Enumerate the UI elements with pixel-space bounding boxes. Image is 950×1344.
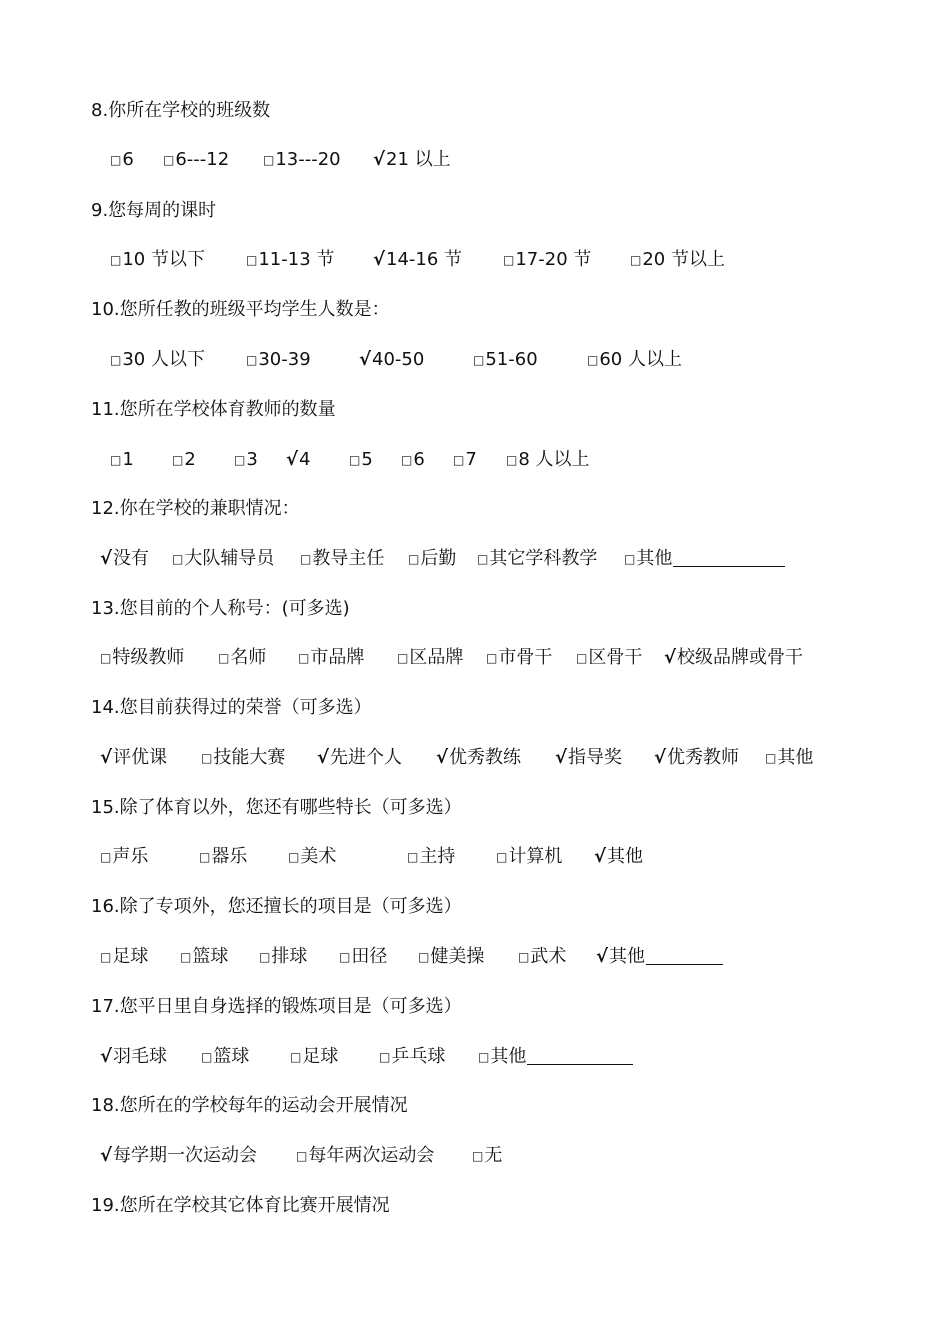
option-unchecked[interactable] <box>172 547 274 571</box>
option-label: 21 以上 <box>386 149 451 170</box>
option-label: 4 <box>299 449 311 470</box>
option-unchecked[interactable] <box>246 248 334 272</box>
check-mark-icon: √ <box>664 647 677 668</box>
option-unchecked[interactable] <box>496 845 562 869</box>
question-13: 13.您目前的个人称号：(可多选) <box>91 598 350 619</box>
option-label: 足球 <box>302 1046 339 1067</box>
fill-in-blank[interactable] <box>646 946 723 965</box>
option-label: 14-16 节 <box>386 249 463 270</box>
option-checked[interactable] <box>100 1045 167 1069</box>
checkbox-icon: □ <box>296 1149 308 1163</box>
option-unchecked[interactable] <box>296 1144 434 1168</box>
option-unchecked[interactable] <box>477 547 597 571</box>
option-unchecked[interactable] <box>624 547 785 571</box>
checkbox-icon: □ <box>576 651 588 665</box>
checkbox-icon: □ <box>624 552 636 566</box>
option-label: 10 节以下 <box>122 249 205 270</box>
option-label: 每年两次运动会 <box>308 1145 435 1166</box>
option-unchecked[interactable] <box>172 448 196 472</box>
option-unchecked[interactable] <box>100 845 148 869</box>
option-label: 声乐 <box>112 846 149 867</box>
option-checked[interactable] <box>373 148 451 172</box>
option-unchecked[interactable] <box>401 448 425 472</box>
checkbox-icon: □ <box>518 950 530 964</box>
option-checked[interactable] <box>286 448 310 472</box>
option-label: 足球 <box>112 946 149 967</box>
option-checked[interactable] <box>594 845 643 869</box>
option-unchecked[interactable] <box>478 1045 633 1069</box>
option-unchecked[interactable] <box>408 547 456 571</box>
check-mark-icon: √ <box>555 747 568 768</box>
checkbox-icon: □ <box>477 552 489 566</box>
checkbox-icon: □ <box>298 651 310 665</box>
check-mark-icon: √ <box>596 946 609 967</box>
option-unchecked[interactable] <box>300 547 384 571</box>
question-18: 18.您所在的学校每年的运动会开展情况 <box>91 1095 408 1116</box>
option-label: 评优课 <box>113 747 168 768</box>
option-label: 计算机 <box>508 846 563 867</box>
option-label: 60 人以上 <box>599 349 682 370</box>
checkbox-icon: □ <box>110 353 122 367</box>
option-label: 11-13 节 <box>258 249 335 270</box>
checkbox-icon: □ <box>765 751 777 765</box>
option-unchecked[interactable] <box>259 945 307 969</box>
question-10: 10.您所任教的班级平均学生人数是： <box>91 299 390 320</box>
option-unchecked[interactable] <box>473 348 538 372</box>
option-unchecked[interactable] <box>201 746 285 770</box>
checkbox-icon: □ <box>218 651 230 665</box>
option-label: 1 <box>122 449 134 470</box>
question-16: 16.除了专项外，您还擅长的项目是（可多选） <box>91 896 462 917</box>
check-mark-icon: √ <box>100 747 113 768</box>
option-unchecked[interactable] <box>407 845 455 869</box>
checkbox-icon: □ <box>172 453 184 467</box>
option-label: 5 <box>361 449 373 470</box>
option-label: 优秀教练 <box>449 747 522 768</box>
option-label: 羽毛球 <box>113 1046 168 1067</box>
check-mark-icon: √ <box>100 1145 113 1166</box>
checkbox-icon: □ <box>418 950 430 964</box>
option-checked[interactable] <box>654 746 739 770</box>
option-checked[interactable] <box>436 746 521 770</box>
check-mark-icon: √ <box>594 846 607 867</box>
option-label: 6 <box>413 449 425 470</box>
option-unchecked[interactable] <box>290 1045 338 1069</box>
option-label: 大队辅导员 <box>184 548 275 569</box>
option-unchecked[interactable] <box>263 148 341 172</box>
checkbox-icon: □ <box>259 950 271 964</box>
checkbox-icon: □ <box>401 453 413 467</box>
option-label: 30-39 <box>258 349 311 370</box>
check-mark-icon: √ <box>373 249 386 270</box>
check-mark-icon: √ <box>100 548 113 569</box>
option-unchecked[interactable] <box>339 945 387 969</box>
option-label: 优秀教师 <box>667 747 740 768</box>
option-label: 篮球 <box>192 946 229 967</box>
option-label: 其他 <box>777 747 814 768</box>
option-label: 7 <box>465 449 477 470</box>
option-unchecked[interactable] <box>100 646 184 670</box>
option-label: 教导主任 <box>312 548 385 569</box>
option-label: 指导奖 <box>568 747 623 768</box>
question-19: 19.您所在学校其它体育比赛开展情况 <box>91 1195 390 1216</box>
question-8: 8.你所在学校的班级数 <box>91 100 271 121</box>
option-label: 先进个人 <box>330 747 403 768</box>
option-checked[interactable] <box>359 348 424 372</box>
option-unchecked[interactable] <box>576 646 642 670</box>
checkbox-icon: □ <box>263 153 275 167</box>
option-label: 区骨干 <box>588 647 643 668</box>
checkbox-icon: □ <box>180 950 192 964</box>
option-unchecked[interactable] <box>765 746 813 770</box>
option-checked[interactable] <box>664 646 803 670</box>
option-label: 8 人以上 <box>518 449 590 470</box>
option-label: 田径 <box>351 946 388 967</box>
option-label: 乒乓球 <box>391 1046 446 1067</box>
fill-in-blank[interactable] <box>673 548 785 567</box>
checkbox-icon: □ <box>486 651 498 665</box>
option-label: 无 <box>484 1145 503 1166</box>
checkbox-icon: □ <box>379 1050 391 1064</box>
option-label: 器乐 <box>211 846 248 867</box>
check-mark-icon: √ <box>373 149 386 170</box>
option-label: 30 人以下 <box>122 349 205 370</box>
option-unchecked[interactable] <box>472 1144 502 1168</box>
option-label: 6 <box>122 149 134 170</box>
checkbox-icon: □ <box>172 552 184 566</box>
option-unchecked[interactable] <box>110 348 205 372</box>
option-label: 其他 <box>490 1046 527 1067</box>
option-label: 40-50 <box>372 349 425 370</box>
option-label: 2 <box>184 449 196 470</box>
question-14: 14.您目前获得过的荣誉（可多选） <box>91 697 372 718</box>
question-17: 17.您平日里自身选择的锻炼项目是（可多选） <box>91 996 462 1017</box>
option-label: 其它学科教学 <box>489 548 598 569</box>
option-label: 3 <box>246 449 258 470</box>
option-label: 没有 <box>113 548 150 569</box>
option-label: 市骨干 <box>498 647 553 668</box>
option-label: 校级品牌或骨干 <box>677 647 804 668</box>
question-11: 11.您所在学校体育教师的数量 <box>91 399 336 420</box>
checkbox-icon: □ <box>100 850 112 864</box>
option-label: 技能大赛 <box>213 747 286 768</box>
checkbox-icon: □ <box>473 353 485 367</box>
option-checked[interactable] <box>596 945 723 969</box>
checkbox-icon: □ <box>110 153 122 167</box>
checkbox-icon: □ <box>110 453 122 467</box>
option-unchecked[interactable] <box>246 348 311 372</box>
checkbox-icon: □ <box>349 453 361 467</box>
checkbox-icon: □ <box>339 950 351 964</box>
option-checked[interactable] <box>373 248 462 272</box>
option-unchecked[interactable] <box>397 646 463 670</box>
option-unchecked[interactable] <box>486 646 552 670</box>
option-label: 其他 <box>609 946 646 967</box>
checkbox-icon: □ <box>163 153 175 167</box>
option-unchecked[interactable] <box>218 646 266 670</box>
checkbox-icon: □ <box>630 253 642 267</box>
option-label: 其他 <box>607 846 644 867</box>
question-9: 9.您每周的课时 <box>91 200 217 221</box>
option-unchecked[interactable] <box>503 248 591 272</box>
option-unchecked[interactable] <box>110 448 134 472</box>
option-unchecked[interactable] <box>199 845 247 869</box>
fill-in-blank[interactable] <box>527 1046 633 1065</box>
check-mark-icon: √ <box>286 449 299 470</box>
checkbox-icon: □ <box>234 453 246 467</box>
option-label: 健美操 <box>430 946 485 967</box>
question-15: 15.除了体育以外，您还有哪些特长（可多选） <box>91 797 462 818</box>
checkbox-icon: □ <box>300 552 312 566</box>
option-label: 13---20 <box>275 149 341 170</box>
checkbox-icon: □ <box>100 651 112 665</box>
option-unchecked[interactable] <box>100 945 148 969</box>
checkbox-icon: □ <box>100 950 112 964</box>
option-checked[interactable] <box>317 746 402 770</box>
option-unchecked[interactable] <box>587 348 682 372</box>
option-label: 6---12 <box>175 149 230 170</box>
option-unchecked[interactable] <box>201 1045 249 1069</box>
option-label: 排球 <box>271 946 308 967</box>
option-unchecked[interactable] <box>234 448 258 472</box>
option-checked[interactable] <box>100 547 149 571</box>
question-12: 12.你在学校的兼职情况： <box>91 498 300 519</box>
checkbox-icon: □ <box>290 1050 302 1064</box>
checkbox-icon: □ <box>246 253 258 267</box>
checkbox-icon: □ <box>496 850 508 864</box>
option-label: 名师 <box>230 647 267 668</box>
option-unchecked[interactable] <box>110 248 205 272</box>
option-unchecked[interactable] <box>288 845 336 869</box>
option-label: 篮球 <box>213 1046 250 1067</box>
checkbox-icon: □ <box>472 1149 484 1163</box>
checkbox-icon: □ <box>587 353 599 367</box>
checkbox-icon: □ <box>407 850 419 864</box>
checkbox-icon: □ <box>478 1050 490 1064</box>
option-unchecked[interactable] <box>453 448 477 472</box>
checkbox-icon: □ <box>246 353 258 367</box>
option-checked[interactable] <box>100 1144 257 1168</box>
checkbox-icon: □ <box>408 552 420 566</box>
check-mark-icon: √ <box>100 1046 113 1067</box>
checkbox-icon: □ <box>201 751 213 765</box>
checkbox-icon: □ <box>110 253 122 267</box>
check-mark-icon: √ <box>359 349 372 370</box>
option-unchecked[interactable] <box>180 945 228 969</box>
option-unchecked[interactable] <box>110 148 134 172</box>
checkbox-icon: □ <box>506 453 518 467</box>
option-label: 特级教师 <box>112 647 185 668</box>
option-unchecked[interactable] <box>163 148 229 172</box>
checkbox-icon: □ <box>199 850 211 864</box>
option-label: 主持 <box>419 846 456 867</box>
checkbox-icon: □ <box>453 453 465 467</box>
option-label: 17-20 节 <box>515 249 592 270</box>
option-label: 51-60 <box>485 349 538 370</box>
checkbox-icon: □ <box>397 651 409 665</box>
option-unchecked[interactable] <box>630 248 725 272</box>
option-unchecked[interactable] <box>518 945 566 969</box>
check-mark-icon: √ <box>317 747 330 768</box>
option-checked[interactable] <box>100 746 167 770</box>
option-label: 市品牌 <box>310 647 365 668</box>
option-label: 其他 <box>636 548 673 569</box>
option-label: 区品牌 <box>409 647 464 668</box>
checkbox-icon: □ <box>288 850 300 864</box>
option-label: 武术 <box>530 946 567 967</box>
option-unchecked[interactable] <box>298 646 364 670</box>
option-label: 每学期一次运动会 <box>113 1145 258 1166</box>
option-checked[interactable] <box>555 746 622 770</box>
checkbox-icon: □ <box>503 253 515 267</box>
check-mark-icon: √ <box>654 747 667 768</box>
option-label: 后勤 <box>420 548 457 569</box>
option-label: 美术 <box>300 846 337 867</box>
option-unchecked[interactable] <box>506 448 590 472</box>
option-unchecked[interactable] <box>418 945 484 969</box>
option-unchecked[interactable] <box>349 448 373 472</box>
checkbox-icon: □ <box>201 1050 213 1064</box>
check-mark-icon: √ <box>436 747 449 768</box>
option-unchecked[interactable] <box>379 1045 445 1069</box>
option-label: 20 节以上 <box>642 249 725 270</box>
